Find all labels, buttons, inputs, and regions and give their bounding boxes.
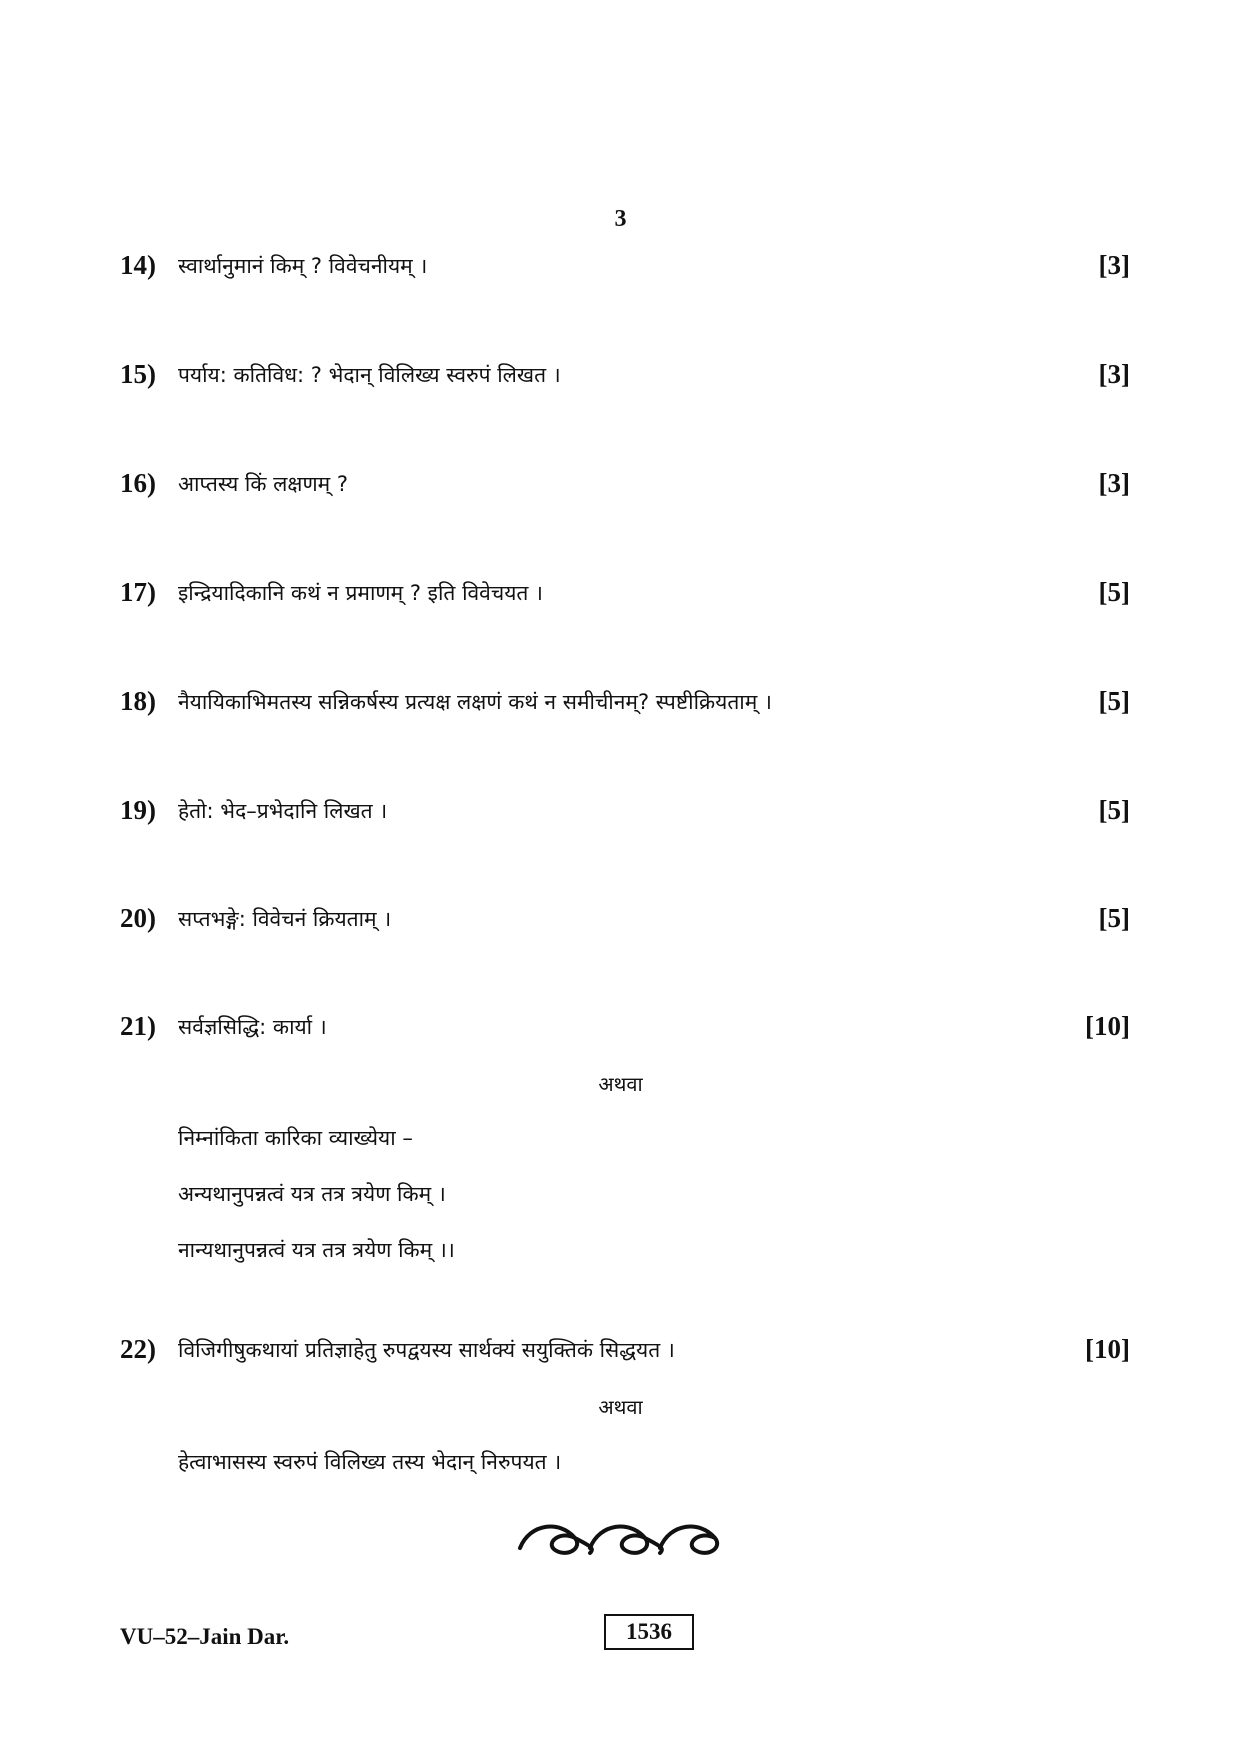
question-text: सप्तभङ्गे: विवेचनं क्रियताम् ।	[178, 907, 392, 931]
question-text: नैयायिकाभिमतस्य सन्निकर्षस्य प्रत्यक्ष लक्षणं कथं न समीचीनम्? स्पष्टीक्रियताम् ।	[178, 690, 772, 714]
question-text: स्वार्थानुमानं किम् ? विवेचनीयम् ।	[178, 254, 428, 278]
question-number: 22)	[120, 1334, 156, 1364]
question-marks: [10]	[1085, 1334, 1130, 1364]
question-marks: [3]	[1098, 468, 1130, 498]
page-number: 3	[614, 206, 627, 232]
question-20	[120, 900, 1130, 940]
or-divider: अथवा	[598, 1395, 643, 1419]
question-marks: [3]	[1098, 359, 1130, 389]
question-15	[120, 356, 1130, 396]
question-marks: [5]	[1098, 686, 1130, 716]
question-marks: [5]	[1098, 795, 1130, 825]
question-18	[120, 683, 1130, 723]
question-14	[120, 247, 1130, 287]
question-number: 16)	[120, 468, 156, 498]
alternative-line: अन्यथानुपन्नत्वं यत्र तत्र त्रयेण किम् ।	[178, 1182, 446, 1206]
question-21	[120, 1008, 1130, 1048]
question-number: 18)	[120, 686, 156, 716]
question-number: 21)	[120, 1011, 156, 1041]
question-text: इन्द्रियादिकानि कथं न प्रमाणम् ? इति विवेचयत ।	[178, 581, 543, 605]
question-text: हेतो: भेद–प्रभेदानि लिखत ।	[178, 799, 388, 823]
alternative-line: निम्नांकिता कारिका व्याख्येया –	[178, 1126, 413, 1150]
or-divider: अथवा	[598, 1072, 643, 1096]
question-marks: [5]	[1098, 577, 1130, 607]
paper-code: VU–52–Jain Dar.	[120, 1624, 290, 1649]
question-16	[120, 465, 1130, 505]
end-ornament	[515, 1508, 725, 1568]
question-marks: [10]	[1085, 1011, 1130, 1041]
question-text: सर्वज्ञसिद्धि: कार्या ।	[178, 1015, 327, 1039]
question-number: 15)	[120, 359, 156, 389]
question-text: आप्तस्य किं लक्षणम् ?	[178, 472, 349, 496]
question-17	[120, 574, 1130, 614]
question-number: 19)	[120, 795, 156, 825]
question-text: पर्याय: कतिविध: ? भेदान् विलिख्य स्वरुपं लिखत ।	[178, 363, 561, 387]
alternative-line: नान्यथानुपन्नत्वं यत्र तत्र त्रयेण किम् ।।	[178, 1238, 455, 1262]
question-19	[120, 792, 1130, 832]
alternative-line: हेत्वाभासस्य स्वरुपं विलिख्य तस्य भेदान् निरुपयत ।	[178, 1450, 562, 1474]
question-marks: [3]	[1098, 250, 1130, 280]
question-number: 17)	[120, 577, 156, 607]
question-text: विजिगीषुकथायां प्रतिज्ञाहेतु रुपद्वयस्य सार्थक्यं सयुक्तिकं सिद्धयत ।	[178, 1338, 675, 1362]
paper-number-box: 1536	[604, 1614, 694, 1650]
question-22	[120, 1331, 1130, 1371]
question-number: 14)	[120, 250, 156, 280]
question-marks: [5]	[1098, 903, 1130, 933]
question-number: 20)	[120, 903, 156, 933]
